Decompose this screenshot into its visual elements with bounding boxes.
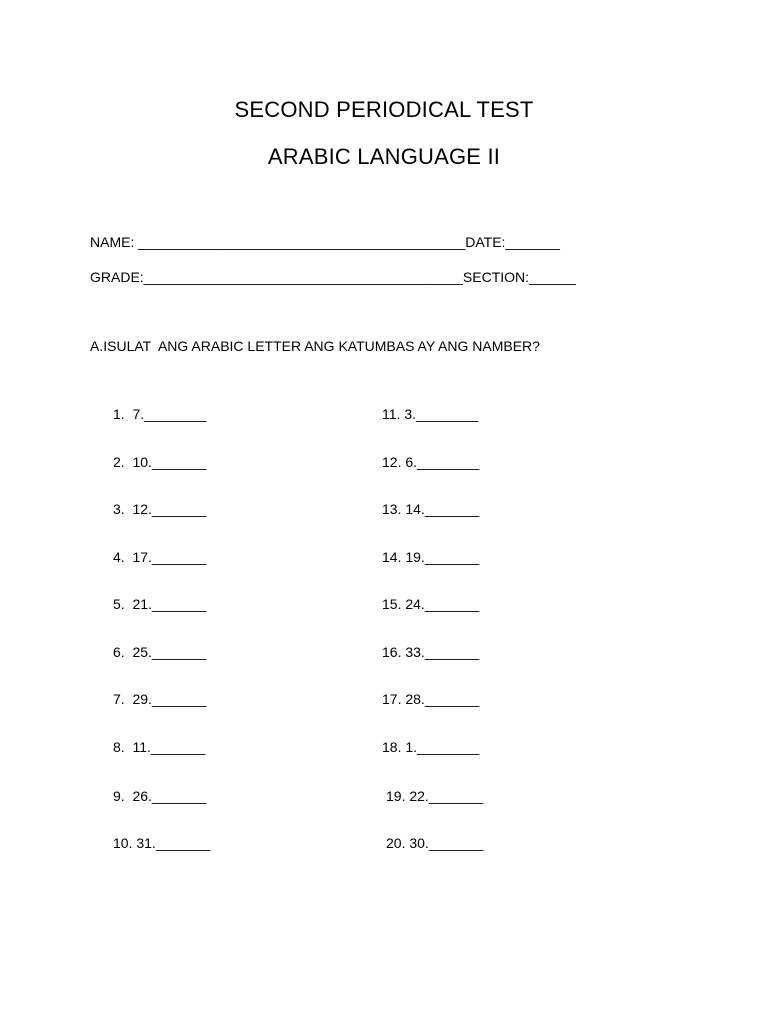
test-title: SECOND PERIODICAL TEST: [234, 97, 534, 122]
name-date-field: NAME: __________________________________________DATE:_______: [90, 234, 560, 250]
question-item: 15. 24._______: [382, 596, 480, 612]
question-item: 7. 29._______: [113, 691, 207, 707]
question-item: 17. 28._______: [382, 691, 480, 707]
question-item: 12. 6.________: [382, 454, 480, 470]
grade-section-field: GRADE:_________________________________________SECTION:______: [90, 269, 576, 285]
question-item: 6. 25._______: [113, 644, 207, 660]
question-item: 4. 17._______: [113, 549, 207, 565]
question-item: 9. 26._______: [113, 788, 207, 804]
question-item: 18. 1.________: [382, 739, 480, 755]
question-item: 3. 12._______: [113, 501, 207, 517]
question-item: 1. 7.________: [113, 406, 207, 422]
question-item: 8. 11._______: [113, 739, 206, 755]
question-item: 5. 21._______: [113, 596, 207, 612]
instruction-text: A.ISULAT ANG ARABIC LETTER ANG KATUMBAS AY ANG NAMBER?: [90, 338, 540, 354]
question-item: 20. 30._______: [386, 835, 484, 851]
question-item: 2. 10._______: [113, 454, 207, 470]
subject-title: ARABIC LANGUAGE II: [267, 144, 501, 169]
question-item: 13. 14._______: [382, 501, 480, 517]
question-item: 19. 22._______: [386, 788, 484, 804]
question-item: 10. 31._______: [113, 835, 211, 851]
question-item: 16. 33._______: [382, 644, 480, 660]
question-item: 11. 3.________: [382, 406, 479, 422]
question-item: 14. 19._______: [382, 549, 480, 565]
